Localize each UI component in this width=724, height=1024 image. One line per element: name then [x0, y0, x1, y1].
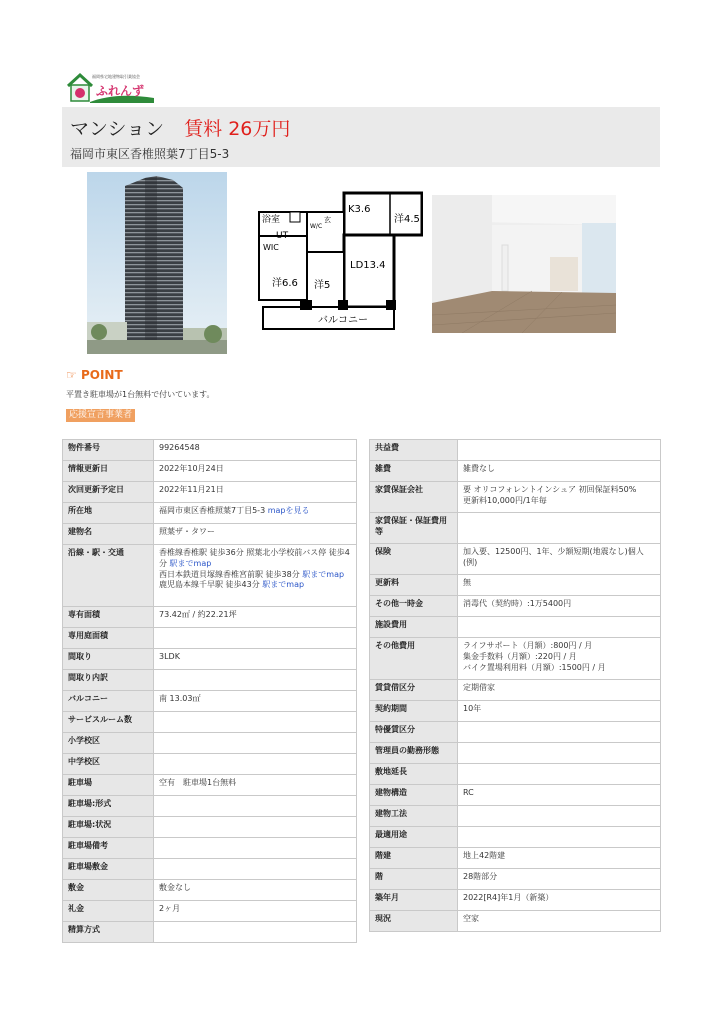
plan-ld-label: LD13.4 [350, 260, 386, 271]
spec-key: 間取り [63, 649, 154, 670]
table-row [63, 838, 357, 859]
spec-key: 物件番号 [63, 440, 154, 461]
table-row [370, 513, 661, 544]
spec-value: RC [458, 785, 661, 806]
table-row [63, 901, 357, 922]
access-text: 鹿児島本線千早駅 徒歩43分 [159, 580, 260, 590]
spec-value: 消毒代（契約時）:1万5400円 [458, 596, 661, 617]
logo-tagline: 福岡県宅地建物取引業協会 [92, 74, 140, 79]
spec-key: 建物構造 [370, 785, 458, 806]
spec-value: 雑費なし [458, 461, 661, 482]
plan-room5-label: 洋5 [314, 280, 331, 291]
spec-value [154, 859, 357, 880]
table-row [370, 764, 661, 785]
table-row [370, 596, 661, 617]
table-row [63, 670, 357, 691]
property-spec-table-right [369, 439, 661, 932]
spec-value [154, 838, 357, 859]
spec-value: 無 [458, 575, 661, 596]
spec-value: 地上42階建 [458, 848, 661, 869]
table-row [63, 649, 357, 670]
table-row [63, 754, 357, 775]
spec-value: 3LDK [154, 649, 357, 670]
point-description: 平置き駐車場が1台無料で付いています。 [66, 390, 215, 399]
table-row [370, 827, 661, 848]
table-row [63, 607, 357, 628]
spec-key: 最適用途 [370, 827, 458, 848]
spec-value [154, 670, 357, 691]
spec-value: 加入要、12500円、1年、少額短期(地震なし)個人(例) [458, 544, 661, 575]
table-row [63, 461, 357, 482]
spec-value [154, 796, 357, 817]
table-row [63, 503, 357, 524]
table-row [370, 806, 661, 827]
spec-value [458, 440, 661, 461]
spec-key: 家賃保証会社 [370, 482, 458, 513]
spec-key: 次回更新予定日 [63, 482, 154, 503]
spec-value: 照葉ザ・タワー [154, 524, 357, 545]
spec-value [154, 922, 357, 943]
spec-value: 2ヶ月 [154, 901, 357, 922]
spec-key: 沿線・駅・交通 [63, 545, 154, 607]
spec-value [458, 806, 661, 827]
point-label-text: POINT [80, 368, 123, 382]
room-photo[interactable] [432, 195, 616, 333]
plan-wic-label: WIC [263, 243, 279, 252]
table-row [370, 869, 661, 890]
spec-value-line: ライフサポート（月額）:800円 / 月 [463, 641, 593, 650]
spec-key: 駐車場:形式 [63, 796, 154, 817]
plan-room45-label: 洋4.5 [394, 214, 420, 225]
spec-value: 南 13.03㎡ [154, 691, 357, 712]
guarantee-value-cell [458, 482, 661, 513]
spec-key: その他費用 [370, 638, 458, 680]
plan-kitchen-label: K3.6 [348, 204, 371, 215]
table-row [370, 701, 661, 722]
spec-key: 小学校区 [63, 733, 154, 754]
table-row [63, 545, 357, 607]
table-row [370, 461, 661, 482]
spec-value-line: 集金手数料（月額）:220円 / 月 [463, 651, 577, 661]
table-row [370, 575, 661, 596]
title-line [70, 114, 290, 141]
station-map-link[interactable]: 駅までmap [262, 580, 305, 590]
spec-key: 所在地 [63, 503, 154, 524]
access-line [159, 570, 351, 581]
table-row [370, 680, 661, 701]
spec-value: 敷金なし [154, 880, 357, 901]
spec-key: 共益費 [370, 440, 458, 461]
spec-value [154, 733, 357, 754]
title-banner [62, 107, 660, 167]
pointing-hand-icon: ☞ [66, 368, 77, 382]
plan-entrance-label: 玄 [324, 216, 331, 224]
spec-value: 10年 [458, 701, 661, 722]
spec-value [154, 754, 357, 775]
logo-name: ふれんず [96, 84, 145, 98]
spec-value [458, 743, 661, 764]
spec-key: 現況 [370, 911, 458, 932]
property-address: 福岡市東区香椎照葉7丁目5-3 [70, 147, 230, 161]
table-row [63, 880, 357, 901]
table-row [63, 691, 357, 712]
spec-key: 礼金 [63, 901, 154, 922]
table-row [370, 743, 661, 764]
spec-key: 敷地延長 [370, 764, 458, 785]
spec-value [458, 513, 661, 544]
spec-key: 精算方式 [63, 922, 154, 943]
access-text: 香椎線香椎駅 徒歩36分 照葉北小学校前バス停 徒歩4分 [159, 548, 350, 568]
spec-value [154, 628, 357, 649]
spec-value [458, 722, 661, 743]
rent-price: 賃料 26万円 [184, 118, 291, 140]
property-type: マンション [70, 118, 165, 140]
spec-key: 建物名 [63, 524, 154, 545]
plan-bath-label: 浴室 [262, 215, 281, 225]
spec-value [458, 764, 661, 785]
table-row [63, 482, 357, 503]
station-map-link[interactable]: 駅までmap [302, 569, 345, 579]
spec-value [154, 817, 357, 838]
spec-value: 28階部分 [458, 869, 661, 890]
table-row [63, 922, 357, 943]
spec-value: 73.42㎡ / 約22.21坪 [154, 607, 357, 628]
table-row [370, 440, 661, 461]
spec-key: 契約期間 [370, 701, 458, 722]
spec-key: 賃貸借区分 [370, 680, 458, 701]
spec-key: 施設費用 [370, 617, 458, 638]
spec-key: 築年月 [370, 890, 458, 911]
spec-key: 中学校区 [63, 754, 154, 775]
spec-key: サービスルーム数 [63, 712, 154, 733]
spec-key: 階建 [370, 848, 458, 869]
spec-value: 空有 駐車場1台無料 [154, 775, 357, 796]
access-line [159, 548, 351, 570]
spec-key: 特優賃区分 [370, 722, 458, 743]
plan-ut-label: UT [276, 231, 289, 241]
spec-value [458, 617, 661, 638]
table-row [63, 733, 357, 754]
access-line [159, 580, 351, 591]
spec-key: 保険 [370, 544, 458, 575]
spec-value: 2022年10月24日 [154, 461, 357, 482]
spec-key: 駐車場備考 [63, 838, 154, 859]
spec-key: 専有面積 [63, 607, 154, 628]
spec-key: 情報更新日 [63, 461, 154, 482]
spec-key: 専用庭面積 [63, 628, 154, 649]
property-spec-table-left [62, 439, 357, 943]
spec-key: 駐車場:状況 [63, 817, 154, 838]
table-row [370, 848, 661, 869]
table-row [63, 440, 357, 461]
plan-room66-label: 洋6.6 [272, 278, 298, 289]
point-heading [66, 368, 123, 382]
plan-balcony-label: バルコニー [318, 315, 368, 326]
station-map-link[interactable]: 駅までmap [169, 558, 212, 568]
spec-key: 建物工法 [370, 806, 458, 827]
table-row [370, 911, 661, 932]
table-row [370, 890, 661, 911]
spec-value-line: 要 オリコフォレントインシュア 初回保証料50% [463, 485, 637, 494]
spec-key: バルコニー [63, 691, 154, 712]
table-row [63, 796, 357, 817]
building-photo[interactable] [87, 172, 227, 354]
table-row [63, 524, 357, 545]
spec-value [154, 712, 357, 733]
table-row [370, 544, 661, 575]
spec-value: 99264548 [154, 440, 357, 461]
floor-plan[interactable] [258, 188, 423, 338]
spec-key: 更新料 [370, 575, 458, 596]
table-row [370, 638, 661, 680]
spec-key: その他一時金 [370, 596, 458, 617]
access-text: 西日本鉄道貝塚線香椎宮前駅 徒歩38分 [159, 569, 300, 579]
access-value-cell [154, 545, 357, 607]
spec-key: 家賃保証・保証費用等 [370, 513, 458, 544]
spec-value-line: 更新料10,000円/1年毎 [463, 495, 547, 505]
spec-key: 管理員の勤務形態 [370, 743, 458, 764]
table-row [63, 817, 357, 838]
spec-key: 雑費 [370, 461, 458, 482]
support-badge: 応援宣言事業者 [66, 409, 135, 422]
spec-key: 間取り内訳 [63, 670, 154, 691]
spec-value: 定期借家 [458, 680, 661, 701]
table-row [63, 859, 357, 880]
spec-value: 2022[R4]年1月（新築） [458, 890, 661, 911]
spec-value: 2022年11月21日 [154, 482, 357, 503]
table-row [63, 628, 357, 649]
spec-value [458, 827, 661, 848]
table-row [63, 775, 357, 796]
table-row [370, 617, 661, 638]
table-row [370, 482, 661, 513]
spec-key: 駐車場敷金 [63, 859, 154, 880]
spec-value-cell [154, 503, 357, 524]
other-fees-value-cell [458, 638, 661, 680]
table-row [63, 712, 357, 733]
spec-key: 階 [370, 869, 458, 890]
map-link[interactable]: mapを見る [267, 506, 310, 515]
spec-value-line: バイク置場利用料（月額）:1500円 / 月 [463, 662, 606, 672]
spec-key: 敷金 [63, 880, 154, 901]
table-row [370, 722, 661, 743]
address-value: 福岡市東区香椎照葉7丁目5-3 [159, 506, 266, 515]
plan-wc-label: W/C [310, 223, 323, 230]
spec-value: 空家 [458, 911, 661, 932]
table-row [370, 785, 661, 806]
spec-key: 駐車場 [63, 775, 154, 796]
